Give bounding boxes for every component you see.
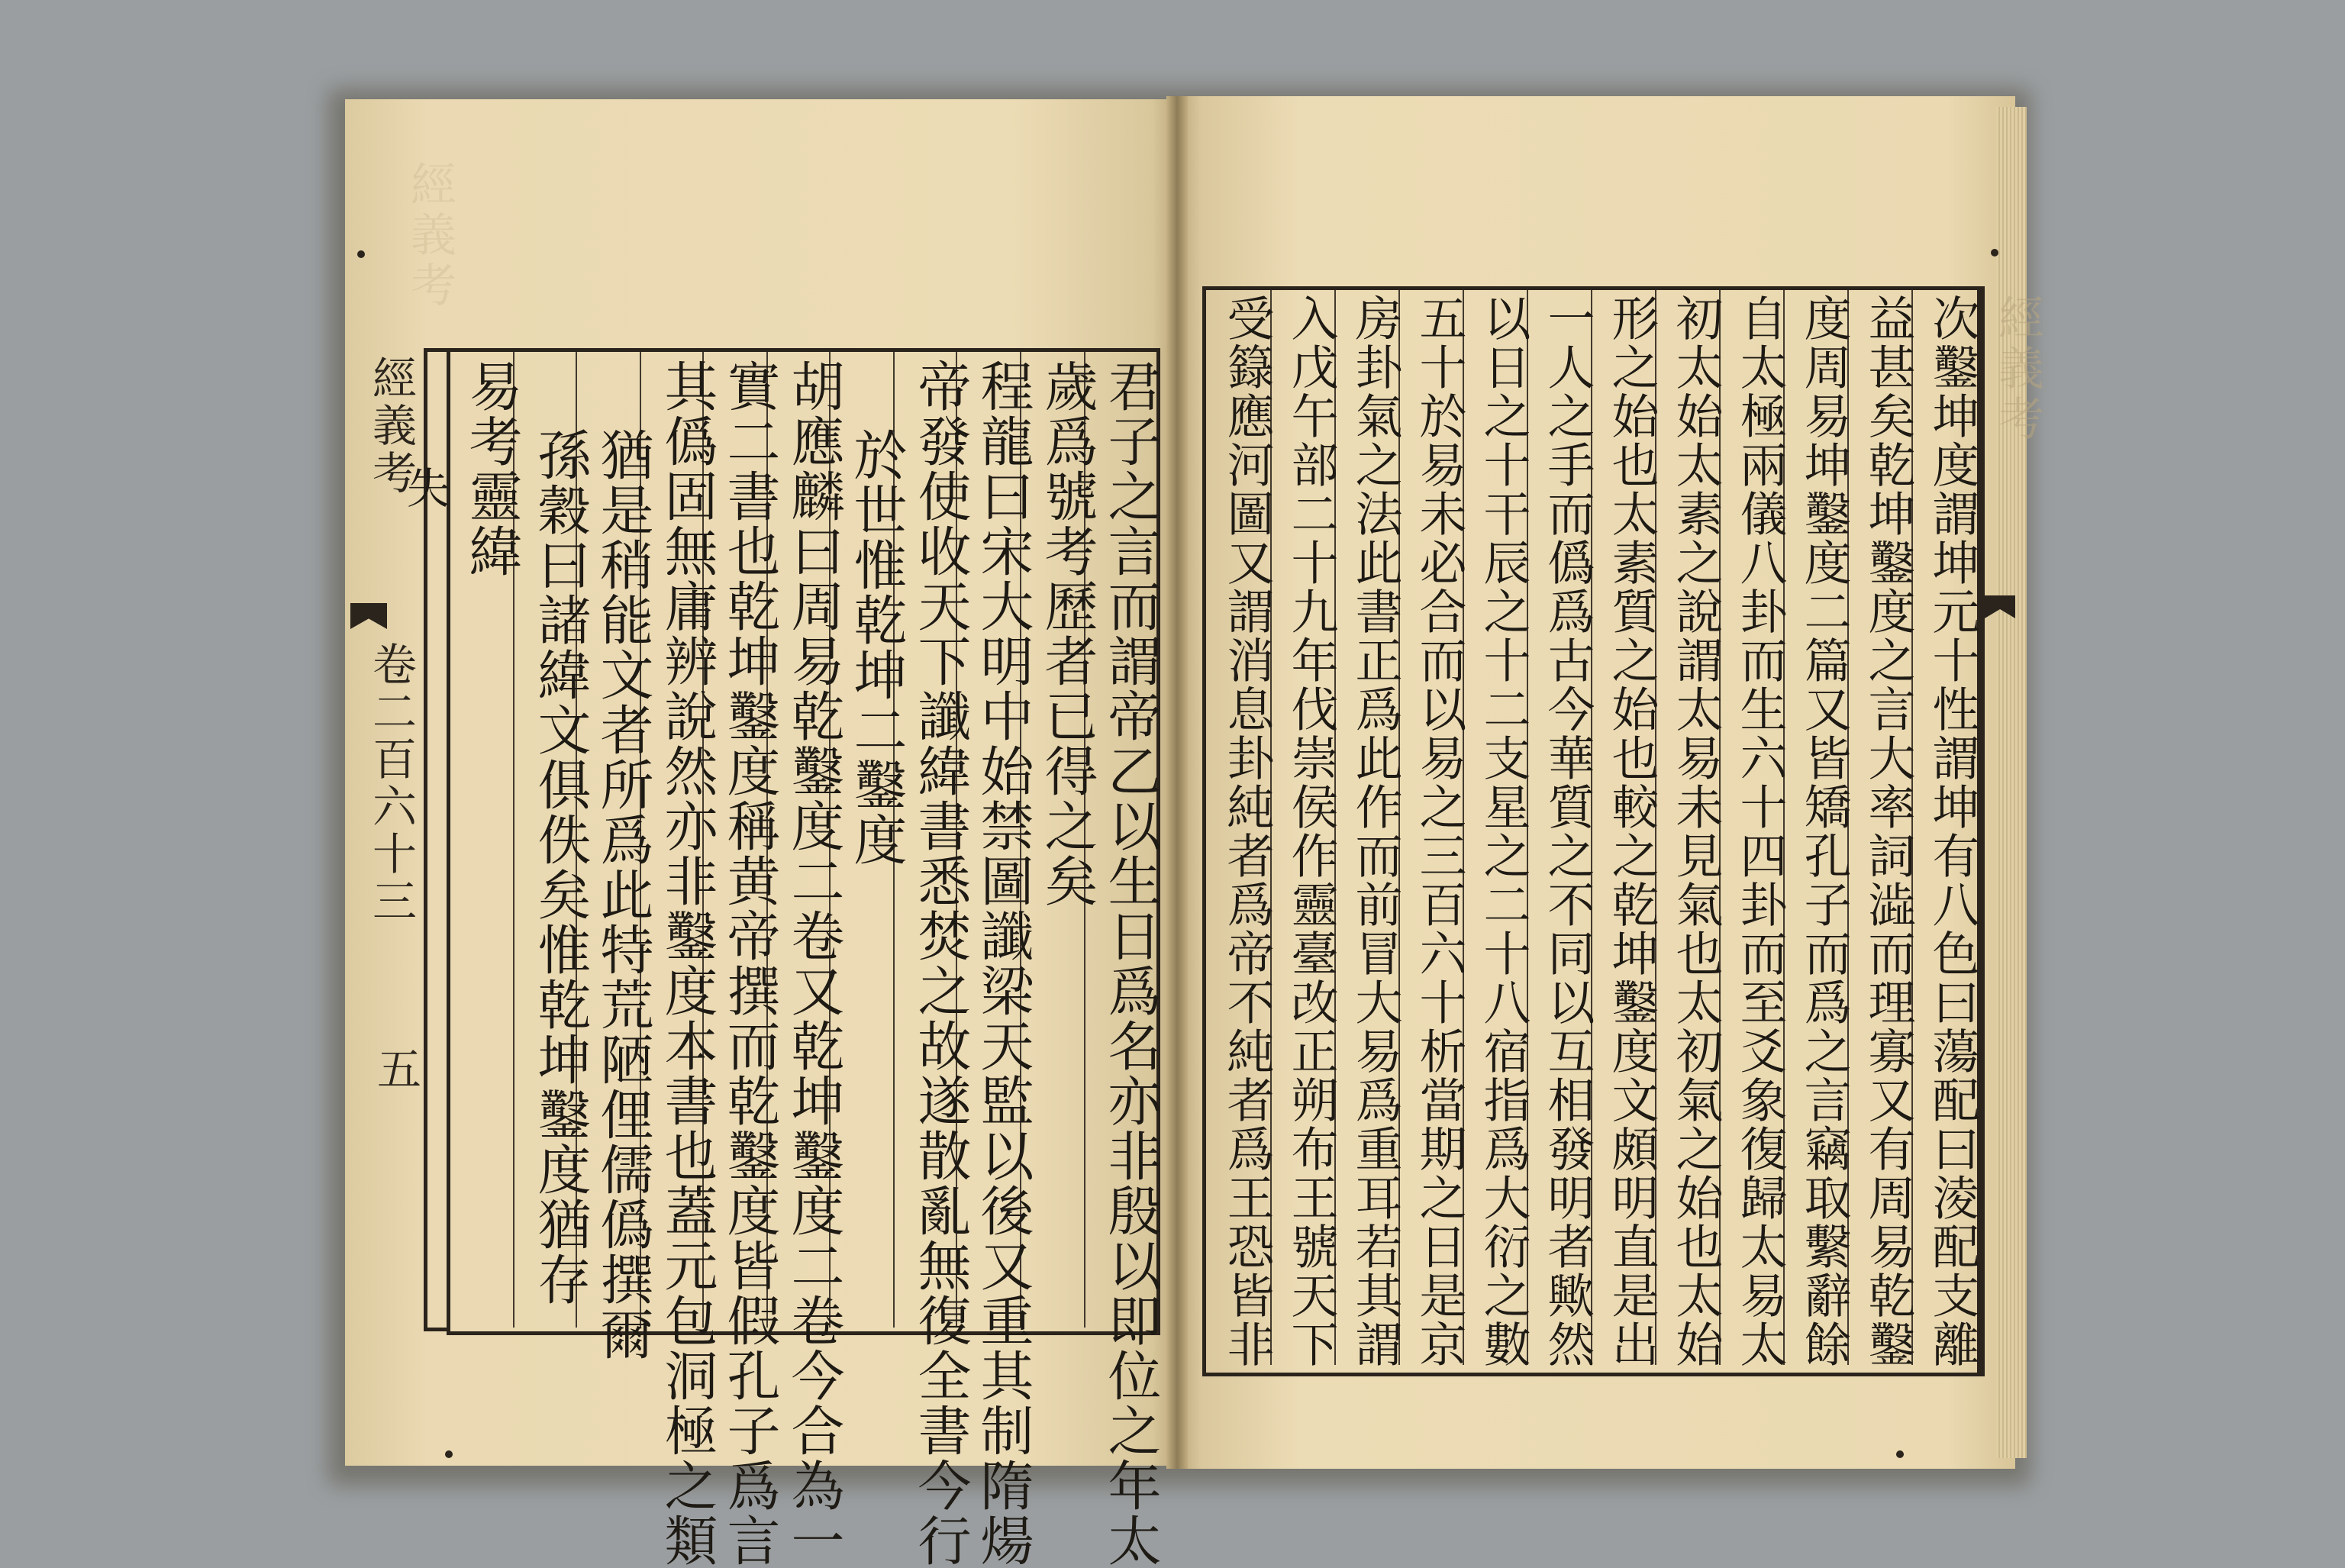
text-column: 五十於易未必合而以易之三百六十析當期之日是京 — [1411, 294, 1467, 1369]
text-column: 猶是稍能文者所爲此特荒陋俚儒僞撰爾 — [592, 427, 654, 1362]
bleed-through-text: 經義考 — [403, 160, 456, 311]
text-column-heading: 易考靈緯 — [460, 359, 523, 579]
text-column: 自太極兩儀八卦而生六十四卦而至爻象復歸太易太 — [1732, 294, 1788, 1369]
text-column: 於世惟乾坤二鑿度 — [845, 427, 908, 867]
text-column: 形之始也太素質之始也較之乾坤鑿度文頗明直是出 — [1604, 294, 1660, 1369]
text-column: 程龍曰宋大明中始禁圖讖梁天監以後又重其制隋煬 — [972, 359, 1034, 1568]
left-banxin-bottom-line — [424, 1328, 450, 1331]
right-margin-title: 經義考 — [1991, 294, 2044, 445]
text-column: 歲爲號考歷者已得之矣 — [1036, 359, 1098, 908]
text-column-note: 失 — [400, 466, 450, 510]
left-margin-title: 經義考 — [365, 355, 417, 497]
text-column: 房卦氣之法此書正爲此作而前冒大易爲重耳若其謂 — [1347, 294, 1403, 1369]
left-banxin-top-line — [424, 348, 450, 352]
text-column: 受籙應河圖又謂消息卦純者爲帝不純者爲王恐皆非 — [1219, 294, 1275, 1369]
text-column: 帝發使收天下讖緯書悉焚之故遂散亂無復全書今行 — [909, 359, 972, 1568]
margin-dot — [1896, 1450, 1904, 1458]
text-column: 次鑿坤度謂坤元十性謂坤有八色曰蕩配曰淩配支離 — [1924, 294, 1980, 1369]
book-gutter — [1166, 96, 1188, 1469]
left-margin-juan: 卷二百六十三 — [365, 641, 417, 925]
margin-dot — [357, 250, 365, 258]
text-column: 實二書也乾坤鑿度稱黄帝撰而乾鑿度皆假孔子爲言 — [718, 359, 781, 1568]
left-page-number: 五 — [369, 1046, 421, 1093]
text-column: 胡應麟曰周易乾鑿度二卷又乾坤鑿度二卷今合為一 — [782, 359, 845, 1568]
text-column: 度周易坤鑿度二篇又皆矯孔子而爲之言竊取繫辭餘 — [1796, 294, 1852, 1369]
text-column: 初太始太素之說謂太易未見氣也太初氣之始也太始 — [1668, 294, 1724, 1369]
text-column: 一人之手而僞爲古今華質之不同以互相發明者歟然 — [1540, 294, 1595, 1369]
margin-dot — [1991, 249, 1998, 256]
text-column: 其僞固無庸辨說然亦非鑿度本書也蓋元包洞極之類 — [656, 359, 718, 1568]
text-column: 君子之言而謂帝乙以生日爲名亦非殷以即位之年太 — [1099, 359, 1162, 1568]
text-column: 以日之十干辰之十二支星之二十八宿指爲大衍之數 — [1476, 294, 1531, 1369]
text-column: 入戊午部二十九年伐崇侯作靈臺改正朔布王號天下 — [1283, 294, 1339, 1369]
text-column: 益甚矣乾坤鑿度之言大率詞澁而理寡又有周易乾鑿 — [1860, 294, 1916, 1369]
text-column: 孫穀曰諸緯文俱佚矣惟乾坤鑿度猶存 — [529, 427, 592, 1307]
margin-dot — [445, 1450, 453, 1458]
